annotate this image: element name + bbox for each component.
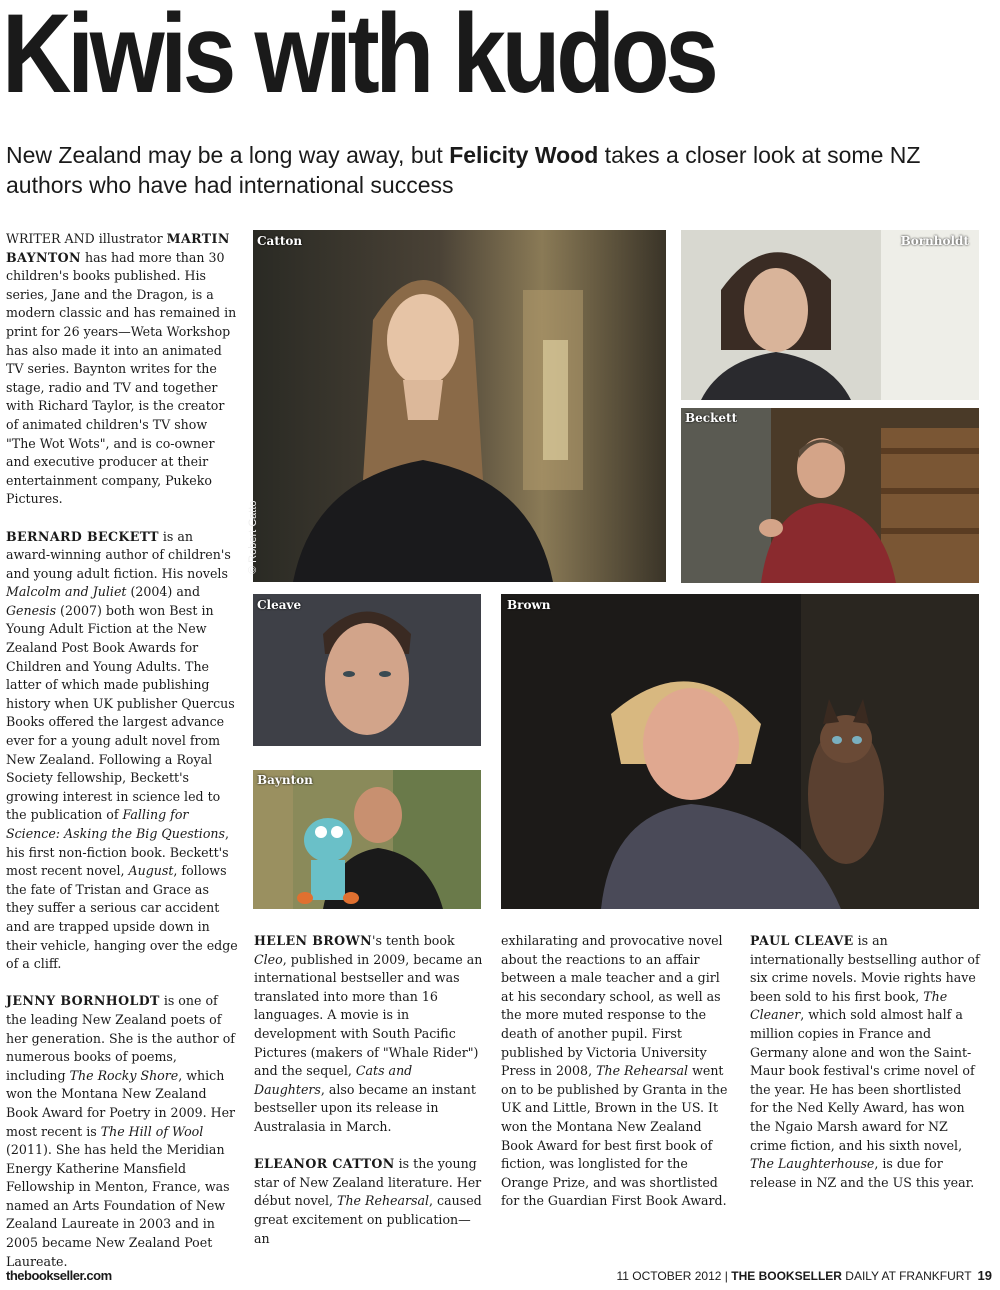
photo-baynton: [253, 770, 481, 909]
photo-beckett-image: [681, 408, 979, 583]
paragraph-cleave: PAUL CLEAVE is an internationally bestselling author of six crime novels. Movie rights have been sold to his first book, The Cleaner, which sold almost half a million copies in France and Germany alone and won the Saint-Maur book festival's crime novel of the year. He has been shortlisted for the Ned Kelly Award, has won the Ngaio Marsh award for NZ crime fiction, and his sixth novel, The Laughterhouse, is due for release in NZ and the US this year.: [750, 933, 980, 1190]
paragraph-beckett: BERNARD BECKETT is an award-winning author of children's and young adult fiction. His novels Malcolm and Juliet (2004) and Genesis (2007) both won Best in Young Adult Fiction at the New Zealand Post Book Awards for Children and Young Adults. The latter of which made publishing history when UK publisher Quercus Books offered the largest advance ever for a young adult novel from New Zealand. Following a Royal Society fellowship, Beckett's growing interest in science led to the publication of Falling for Science: Asking the Big Questions, his first non-fiction book. Beckett's most recent novel, August, follows the fate of Tristan and Grace as they suffer a serious car accident and are trapped upside down in their vehicle, hanging over the edge of a cliff.: [6, 528, 238, 972]
article-column-2: [254, 932, 486, 1267]
photo-catton: [247, 230, 666, 582]
paragraph-bornholdt: JENNY BORNHOLDT is one of the leading New Zealand poets of her generation. She is the author of numerous books of poems, including The Rocky Shore, which won the Montana New Zealand Book Award for Poetry in 2009. Her most recent is The Hill of Wool (2011). She has held the Meridian Energy Katherine Mansfield Fellowship in Menton, France, was named an Arts Foundation of New Zealand Laureate in 2003 and in 2005 became New Zealand Poet Laureate.: [6, 993, 236, 1269]
standfirst-author: Felicity Wood: [449, 142, 599, 168]
footer-site[interactable]: thebookseller.com: [6, 1268, 112, 1283]
footer-section: DAILY AT FRANKFURT: [841, 1269, 972, 1283]
caption-cleave: Cleave: [257, 598, 302, 612]
photo-brown-image: [501, 594, 979, 909]
photo-bornholdt: [681, 230, 979, 400]
caption-bornholdt: Bornholdt: [900, 234, 969, 248]
photo-beckett: [681, 408, 979, 583]
author-name-beckett: BERNARD BECKETT: [6, 528, 159, 544]
photo-baynton-image: [253, 770, 481, 909]
photo-brown: [501, 594, 979, 909]
paragraph-catton-continued: exhilarating and provocative novel about the reactions to an affair between a male teacher and a girl at his secondary school, as well as the more muted response to the death of another pupil. First published by Victoria University Press in 2008, The Rehearsal went on to be published by Granta in the UK and Little, Brown in the US. It won the Montana New Zealand Book Award for best first book of fiction, was longlisted for the Orange Prize, and was shortlisted for the Guardian First Book Award.: [501, 933, 728, 1209]
author-name-bornholdt: JENNY BORNHOLDT: [6, 993, 160, 1009]
article-column-1: [6, 230, 240, 1290]
author-name-brown: HELEN BROWN: [254, 933, 372, 948]
author-name-catton: ELEANOR CATTON: [254, 1156, 395, 1172]
photo-credit: © Robert Catto: [247, 500, 259, 574]
article-column-4: [750, 932, 982, 1211]
caption-brown: Brown: [507, 598, 551, 612]
paragraph-brown: HELEN BROWN's tenth book Cleo, published in 2009, became an international bestseller and was translated into more than 16 languages. A movie is in development with South Pacific Pictures (makers of "Whale Rider") and the sequel, Cats and Daughters, also became an instant bestseller upon its release in Australasia in March.: [254, 933, 483, 1134]
article-column-3: [501, 932, 733, 1230]
paragraph-baynton: WRITER AND illustrator MARTIN BAYNTON has had more than 30 children's books published. His series, Jane and the Dragon, is a modern classic and has remained in print for 26 years—Weta Workshop has also made it into an animated TV series. Baynton writes for the stage, radio and TV and together with Richard Taylor, is the creator of animated children's TV show "The Wot Wots", and is co-owner and executive producer at their entertainment company, Pukeko Pictures.: [6, 231, 237, 507]
photo-cleave: [253, 594, 481, 746]
standfirst-text: New Zealand may be a long way away, but: [6, 142, 450, 168]
author-name-cleave: PAUL CLEAVE: [750, 933, 854, 948]
photo-catton-image: [253, 230, 666, 582]
paragraph-catton: ELEANOR CATTON is the young star of New Zealand literature. Her début novel, The Rehearsal, caused great excitement on publication—an: [254, 1156, 482, 1246]
footer-brand: THE BOOKSELLER: [731, 1269, 842, 1283]
photo-cleave-image: [253, 594, 481, 746]
caption-catton: Catton: [257, 234, 303, 248]
footer-folio: 11 OCTOBER 2012 | THE BOOKSELLER DAILY AT FRANKFURT 19: [616, 1268, 992, 1283]
author-name-baynton: MARTIN BAYNTON: [6, 231, 230, 265]
standfirst: [6, 140, 986, 200]
headline: Kiwis with kudos: [2, 0, 715, 116]
page-number: 19: [977, 1268, 992, 1283]
footer-date: 11 OCTOBER 2012: [616, 1269, 722, 1283]
photo-bornholdt-image: [681, 230, 979, 400]
caption-beckett: Beckett: [685, 411, 738, 425]
caption-baynton: Baynton: [257, 773, 313, 787]
standfirst-text-end: takes a closer look at some NZ authors who have had international success: [6, 142, 921, 198]
